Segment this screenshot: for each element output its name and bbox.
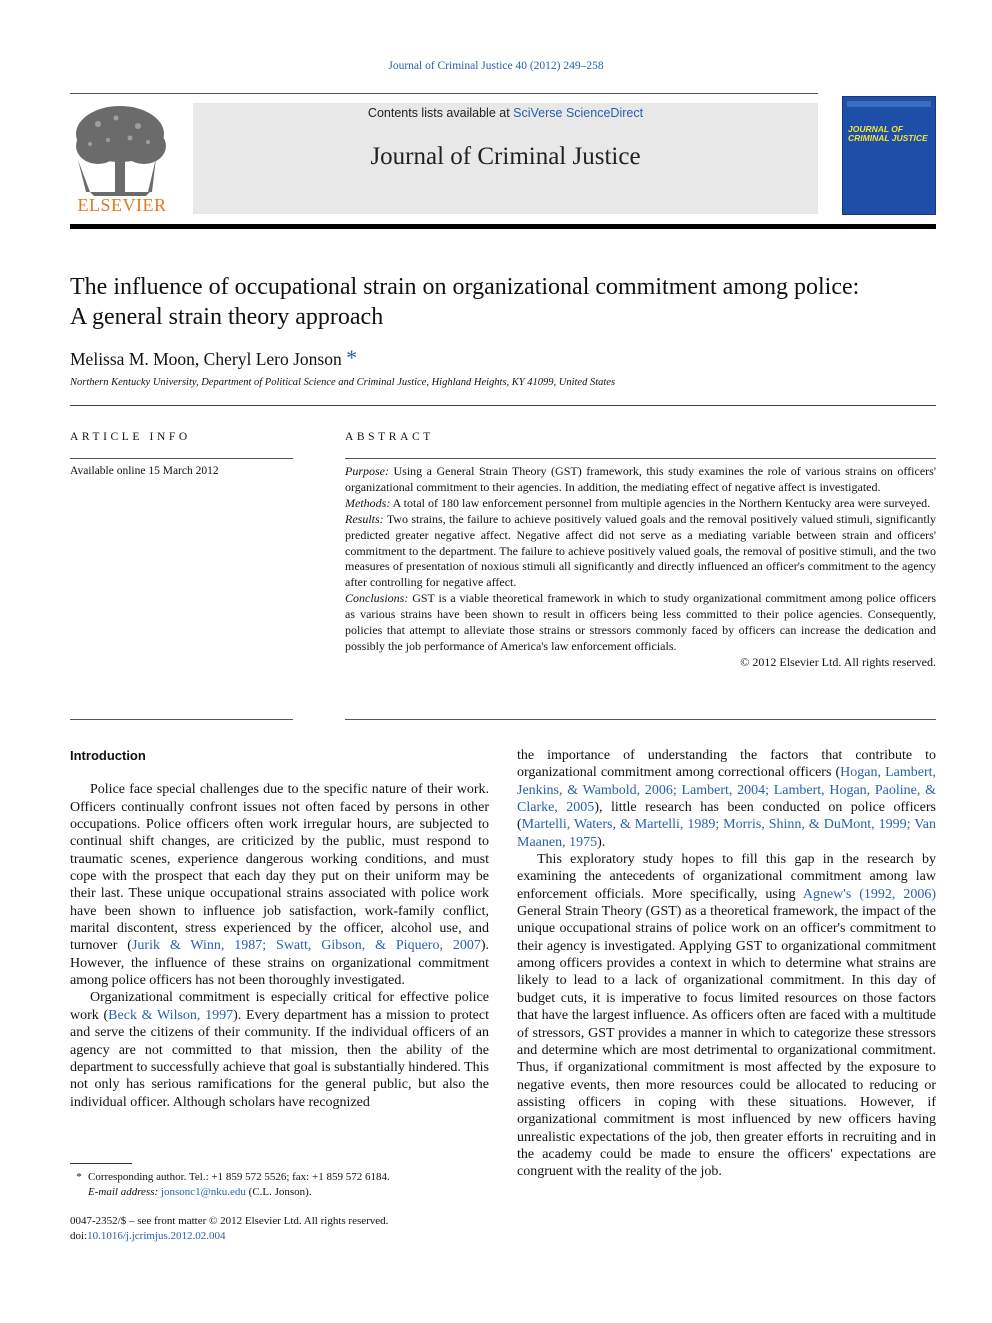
article-title: [70, 272, 936, 332]
doi-label: doi:: [70, 1230, 88, 1242]
article-info-heading: ARTICLE INFO: [70, 431, 191, 443]
paragraph-text: the importance of understanding the factors that contribute to organizational commitment among correctional officers (: [517, 748, 936, 781]
corresponding-author-text: Corresponding author. Tel.: +1 859 572 5526; fax: +1 859 572 6184.: [88, 1171, 390, 1183]
paragraph-text: ).: [597, 834, 606, 850]
citation-link[interactable]: Jurik & Winn, 1987; Swatt, Gibson, & Piquero, 2007: [131, 938, 481, 954]
abstract-copyright: © 2012 Elsevier Ltd. All rights reserved.: [740, 654, 936, 669]
article-title-line1: The influence of occupational strain on organizational commitment among police:: [70, 274, 860, 300]
abstract-bottom-rule: [345, 719, 936, 720]
results-label: Results:: [345, 511, 384, 526]
footnote: [70, 1170, 490, 1200]
footnote-mark: *: [76, 1171, 82, 1183]
results-text: Two strains, the failure to achieve positively valued goals and the removal positively valued stimuli, significantly predicted greater negative affect. Negative affect did not serve as a mediating variable between strain and officers' commitment to the department. The failure to achieve positively valued goals, the removal of positive stimuli, and the two measures of presentation of noxious stimuli all significantly and directly influenced an officer's commitment to the agency after controlling for negative affect.: [345, 511, 936, 590]
citation-link[interactable]: Agnew's (1992, 2006): [802, 886, 936, 902]
paragraph-text: Organizational commitment is especially critical for effective police work (: [70, 990, 489, 1023]
abstract-heading: ABSTRACT: [345, 431, 434, 443]
body-paragraph: [70, 781, 489, 989]
paragraph-text: Police face special challenges due to the specific nature of their work. Officers continually confront issues not often faced by persons in other occupations. Police officers often work irregular hours, are subjected to continual shift changes, are criticized by the public, must respond to traumatic scenes, experience dangerous working conditions, and must cope with the prospect that each day they put on their uniform may be their last. These unique occupational strains associated with police work have been shown to influence job satisfaction, work-family conflict, marital discontent, stress experienced by the officer, alcohol use, and turnover (: [70, 782, 489, 954]
contents-line: [193, 106, 818, 120]
front-matter-info: [70, 1214, 490, 1244]
paragraph-text: This exploratory study hopes to fill this gap in the research by examining the antecedents of organizational commitment among law enforcement officials. More specifically, using: [517, 852, 936, 902]
body-right-column: [517, 747, 936, 1181]
footnote-rule: [70, 1163, 132, 1164]
cover-title: JOURNAL OF CRIMINAL JUSTICE: [848, 124, 928, 143]
elsevier-logo: [68, 100, 172, 218]
conclusions-label: Conclusions:: [345, 591, 409, 606]
paragraph-text: ). Every department has a mission to protect and serve the citizens of their community. If the individual officers of an agency are not committed to that mission, then the ability of the department to successfully achieve that goal is substantially hindered. This not only has serious ramifications for the general public, but also the individual officer. Although scholars have recognized: [70, 1007, 489, 1110]
abstract-results: [345, 512, 936, 592]
title-separator-rule: [70, 405, 936, 406]
journal-cover-image[interactable]: [842, 96, 936, 215]
conclusions-text: GST is a viable theoretical framework in which to study organizational commitment among police officers as various strains have been shown to result in officers being less committed to their police agencies. Consequently, policies that attempt to alleviate those strains or stressors commonly faced by officers can increase the dedication and possibly the job performance of America's law enforcement officials.: [345, 591, 936, 653]
methods-text: A total of 180 law enforcement personnel from multiple agencies in the Northern Kentucky area were surveyed.: [392, 495, 931, 510]
cover-top-bar: [847, 101, 931, 107]
purpose-text: Using a General Strain Theory (GST) framework, this study examines the role of various strains on officers' organizational commitment to their agencies. In addition, the mediating effect of negative affect is investigated.: [345, 464, 937, 494]
email-suffix: (C.L. Jonson).: [245, 1186, 312, 1198]
abstract-methods: [345, 496, 936, 512]
paragraph-text: General Strain Theory (GST) as a theoretical framework, the impact of the unique occupational strains of police work on an officer's commitment to their agency is investigated. Applying GST to organizational commitment among officers provides a context in which to determine what strains are likely to lead to a lack of organizational commitment. In this day of budget cuts, it is imperative to focus limited resources on those factors that have the largest influence. As officers often are faced with a multitude of stressors, GST provides a manner in which to categorize these stressors and determine which are most detrimental to organizational commitment. Thus, if organizational commitment is most affected by the exposure to negative events, then more resources could be allocated to reducing or assisting officers in coping with these situations. However, if organizational commitment is most influenced by new officers having unrealistic expectations of the job, then greater efforts in recruiting and in the academy could be made to ensure the officers' expectations are congruent with the reality of the job.: [517, 904, 936, 1180]
author-affiliation: Northern Kentucky University, Department of Political Science and Criminal Justice, Highland Heights, KY 41099, United States: [70, 377, 616, 388]
abstract-rule: [345, 458, 936, 459]
citation-link[interactable]: Martelli, Waters, & Martelli, 1989; Morris, Shinn, & DuMont, 1999; Van Maanen, 1975: [517, 817, 936, 850]
issn-line: 0047-2352/$ – see front matter © 2012 Elsevier Ltd. All rights reserved.: [70, 1215, 389, 1227]
purpose-label: Purpose:: [345, 464, 389, 478]
abstract-purpose: [345, 464, 936, 496]
section-heading-introduction: Introduction: [70, 748, 146, 763]
journal-citation[interactable]: Journal of Criminal Justice 40 (2012) 249–258: [388, 60, 604, 72]
journal-name: Journal of Criminal Justice: [370, 143, 641, 170]
header-top-rule: [70, 93, 818, 94]
corresponding-author-mark[interactable]: *: [346, 345, 358, 370]
body-paragraph: [517, 747, 936, 851]
heading-spacer: [70, 764, 489, 781]
body-paragraph: [70, 989, 489, 1110]
body-left-column: [70, 747, 489, 1111]
author-list: [70, 345, 357, 371]
footnote-email: [70, 1185, 490, 1200]
article-info-bottom-rule: [70, 719, 293, 720]
header-thick-rule: [70, 224, 936, 229]
methods-label: Methods:: [345, 495, 391, 510]
body-paragraph: [517, 851, 936, 1181]
contents-prefix: Contents lists available at: [367, 106, 514, 120]
email-label: E-mail address:: [88, 1186, 159, 1198]
sciencedirect-link[interactable]: SciVerse ScienceDirect: [513, 106, 644, 120]
abstract-body: [345, 464, 936, 671]
doi-line: [70, 1229, 490, 1244]
paragraph-text: ). However, the influence of these strains on organizational commitment among police officers has not been thoroughly investigated.: [70, 938, 489, 989]
article-title-line2: A general strain theory approach: [70, 304, 384, 330]
abstract-conclusions: [345, 591, 936, 655]
citation-link[interactable]: Hogan, Lambert, Jenkins, & Wambold, 2006; Lambert, 2004; Lambert, Hogan, Paoline, & Clarke, 2005: [517, 765, 937, 816]
publisher-name: ELSEVIER: [77, 195, 167, 215]
paragraph-text: ), little research has been conducted on police officers (: [517, 800, 936, 833]
doi-link[interactable]: 10.1016/j.jcrimjus.2012.02.004: [87, 1230, 226, 1242]
available-online-date: Available online 15 March 2012: [70, 465, 219, 477]
citation-link[interactable]: Beck & Wilson, 1997: [108, 1007, 234, 1023]
email-link[interactable]: jonsonc1@nku.edu: [160, 1186, 246, 1198]
author-names: Melissa M. Moon, Cheryl Lero Jonson: [70, 349, 342, 369]
footnote-corresponding: [70, 1170, 490, 1185]
article-info-rule: [70, 458, 293, 459]
